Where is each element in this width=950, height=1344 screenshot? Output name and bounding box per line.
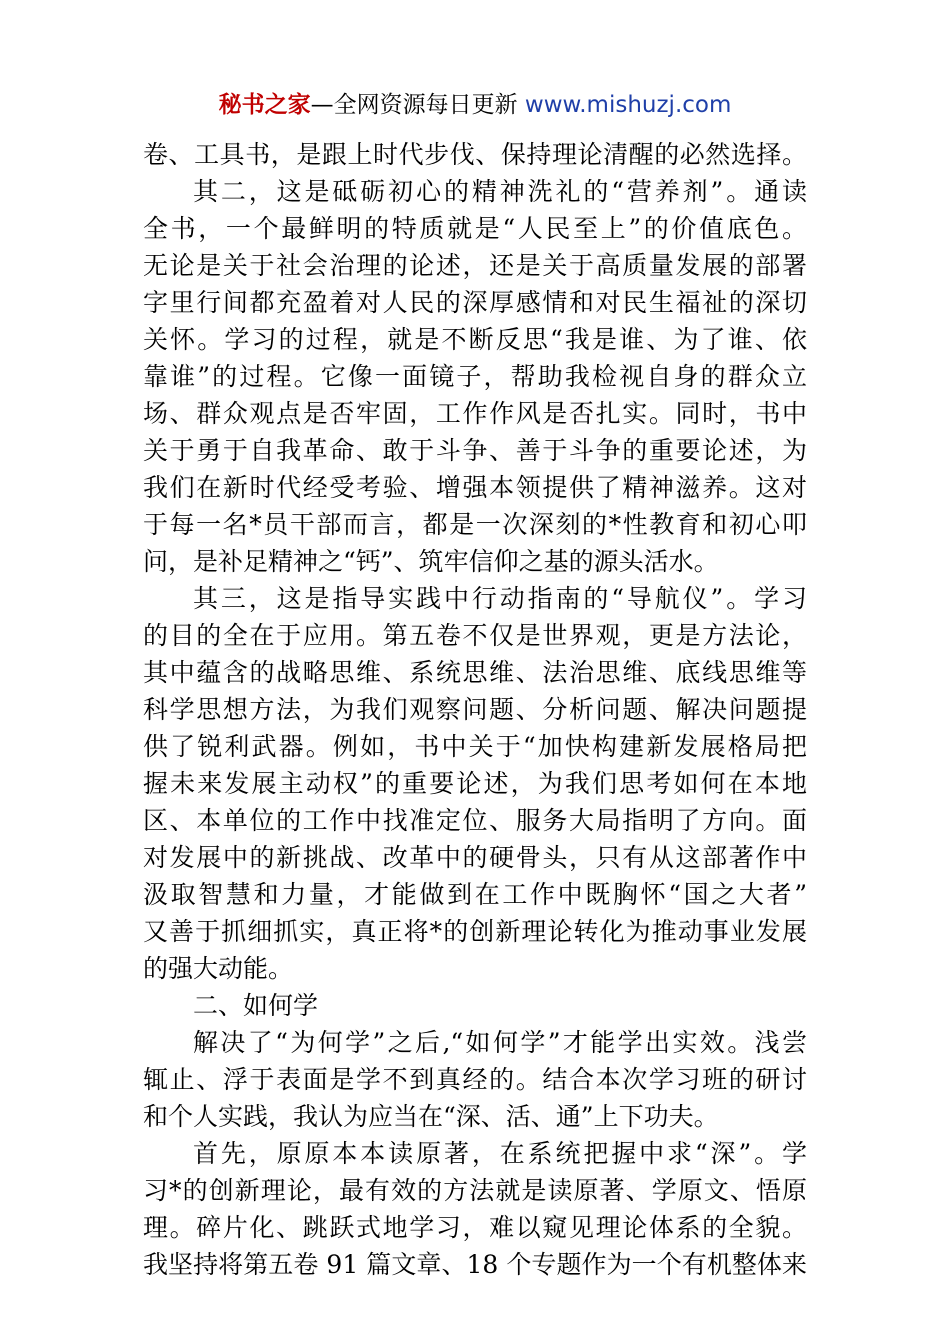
text-line: 问，是补足精神之“钙”、筑牢信仰之基的源头活水。 <box>143 547 719 576</box>
text-line: 习*的创新理论，最有效的方法就是读原著、学原文、悟原 <box>143 1176 807 1205</box>
text-line: 其中蕴含的战略思维、系统思维、法治思维、底线思维等 <box>143 658 807 687</box>
text-line: 和个人实践，我认为应当在“深、活、通”上下功夫。 <box>143 1102 719 1131</box>
text-line: 我们在新时代经受考验、增强本领提供了精神滋养。这对 <box>143 473 807 502</box>
article-body <box>143 136 807 1283</box>
text-line: 又善于抓细抓实，真正将*的创新理论转化为推动事业发展 <box>143 917 807 946</box>
text-line: 关于勇于自我革命、敢于斗争、善于斗争的重要论述，为 <box>143 436 807 465</box>
site-url-link[interactable]: www.mishuzj.com <box>524 92 732 118</box>
text-line: 科学思想方法，为我们观察问题、分析问题、解决问题提 <box>143 695 807 724</box>
text-line: 的目的全在于应用。第五卷不仅是世界观，更是方法论， <box>143 621 807 650</box>
text-line: 供了锐利武器。例如，书中关于“加快构建新发展格局把 <box>143 732 807 761</box>
site-brand: 秘书之家 <box>218 92 311 118</box>
text-line: 无论是关于社会治理的论述，还是关于高质量发展的部署 <box>143 251 807 280</box>
text-line: 卷、工具书，是跟上时代步伐、保持理论清醒的必然选择。 <box>143 140 807 169</box>
text-line: 全书，一个最鲜明的特质就是“人民至上”的价值底色。 <box>143 214 807 243</box>
site-tagline: —全网资源每日更新 <box>310 92 525 118</box>
text-line: 场、群众观点是否牢固，工作作风是否扎实。同时，书中 <box>143 399 807 428</box>
text-line: 对发展中的新挑战、改革中的硬骨头，只有从这部著作中 <box>143 843 807 872</box>
text-line: 靠谁”的过程。它像一面镜子，帮助我检视自身的群众立 <box>143 362 807 391</box>
text-line: 的强大动能。 <box>143 954 294 983</box>
text-line: 二、如何学 <box>193 991 319 1020</box>
text-line: 其二，这是砥砺初心的精神洗礼的“营养剂”。通读 <box>193 177 807 206</box>
text-line: 区、本单位的工作中找准定位、服务大局指明了方向。面 <box>143 806 807 835</box>
text-line: 于每一名*员干部而言，都是一次深刻的*性教育和初心叩 <box>143 510 807 539</box>
text-line: 解决了“为何学”之后,“如何学”才能学出实效。浅尝 <box>193 1028 807 1057</box>
text-line: 我坚持将第五卷 91 篇文章、18 个专题作为一个有机整体来 <box>143 1250 807 1279</box>
text-line: 字里行间都充盈着对人民的深厚感情和对民生福祉的深切 <box>143 288 807 317</box>
text-line: 关怀。学习的过程，就是不断反思“我是谁、为了谁、依 <box>143 325 807 354</box>
text-line: 握未来发展主动权”的重要论述，为我们思考如何在本地 <box>143 769 807 798</box>
text-line: 首先，原原本本读原著，在系统把握中求“深”。学 <box>193 1139 807 1168</box>
text-line: 辄止、浮于表面是学不到真经的。结合本次学习班的研讨 <box>143 1065 807 1094</box>
text-line: 汲取智慧和力量，才能做到在工作中既胸怀“国之大者” <box>143 880 807 909</box>
text-line: 理。碎片化、跳跃式地学习，难以窥见理论体系的全貌。 <box>143 1213 807 1242</box>
site-header <box>0 88 950 122</box>
text-line: 其三，这是指导实践中行动指南的“导航仪”。学习 <box>193 584 807 613</box>
